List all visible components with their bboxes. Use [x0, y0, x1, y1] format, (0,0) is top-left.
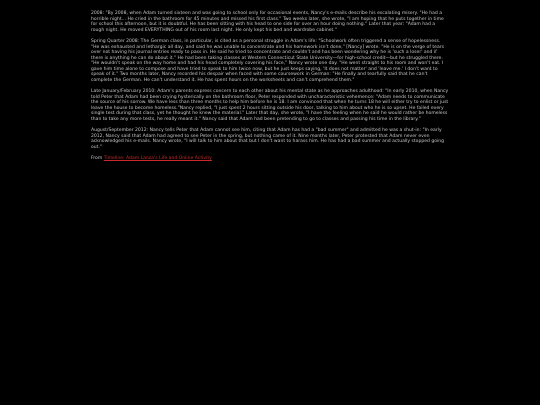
- paragraph-spring-2008: Spring Quarter 2008: The German class, in particular, is cited as a personal struggle in Adam's life: "Schoolwork often triggered a sense of hopelessness. "He was exhausted and lethargic all day, and said he was unable to concentrate and his homework isn't done," [Nancy] wrote. "He is on the verge of tears over not having his journal entries ready to pass in. He said he tried to concentrate and couldn't and has been wondering why he is 'such a loser' and if there is anything he can do about it." He had been taking classes at Western Connecticut State University—for high-school credit—but he struggled there. "He wouldn't speak on the way home and had his head completely covering his face," Nancy wrote one day. "He went straight to his room and won't eat. I gave him time alone to compose and have tried to speak to him twice now, but he just keeps saying, 'It does not matter' and 'leave me.' I don't want to speak of it." Two months later, Nancy recorded his despair when faced with some coursework in German: "He finally and tearfully said that he can't complete the German. He can't understand it. He has spent hours on the worksheets and can't comprehend them.": [91, 39, 444, 83]
- article-body: [91, 11, 449, 168]
- source-prefix: From: [91, 156, 104, 161]
- paragraph-2008: 2008: "By 2008, when Adam turned sixteen and was going to school only for occasional events, Nancy's e-mails describe his escalating misery. "He had a horrible night... He cried in the bathroom for 45 minutes and missed his first class." Two weeks later, she wrote, "I am hoping that he puts together in time for school this afternoon, but it is doubtful. He has been sitting with his head to one side for over an hour doing nothing." Later that year: "Adam had a rough night. He moved EVERYTHING out of his room last night. He only kept his bed and wardrobe cabinet.": [91, 11, 444, 33]
- paragraph-2012: August/September 2012: Nancy tells Peter that Adam cannot see him, citing that Adam has had a "bad summer" and admitted he was a shut-in: "In early 2012, Nancy said that Adam had agreed to see Peter in the spring, but nothing came of it. Nine months later, Peter protested that Adam never even acknowledged his e-mails. Nancy wrote, "I will talk to him about that but I don't want to harass him. He has had a bad summer and actually stopped going out.": [91, 128, 445, 150]
- source-link[interactable]: Timeline: Adam Lanza's Life and Online Activity: [103, 156, 212, 161]
- paragraph-early-2010: Late January/February 2010: Adam's parents express concern to each other about his mental state as he approaches adulthood: "In early 2010, when Nancy told Peter that Adam had been crying hysterically on the bathroom floor, Peter responded with uncharacteristic vehemence: "Adam needs to communicate the source of his sorrow. We have less than three months to help him before he is 18. I am convinced that when he turns 18 he will either try to enlist or just leave the house to become homeless."Nancy replied, "I just spent 2 hours sitting outside his door, talking to him about who he is so upset. He failed every single test during that class, yet he thought he knew the material." Later that day, she wrote, "I have the feeling when he said he would rather be homeless than to take any more tests, he really meant it." Nancy said that Adam had been pretending to go to classes and passing his time in the library.": [91, 89, 449, 122]
- source-citation: [91, 156, 449, 162]
